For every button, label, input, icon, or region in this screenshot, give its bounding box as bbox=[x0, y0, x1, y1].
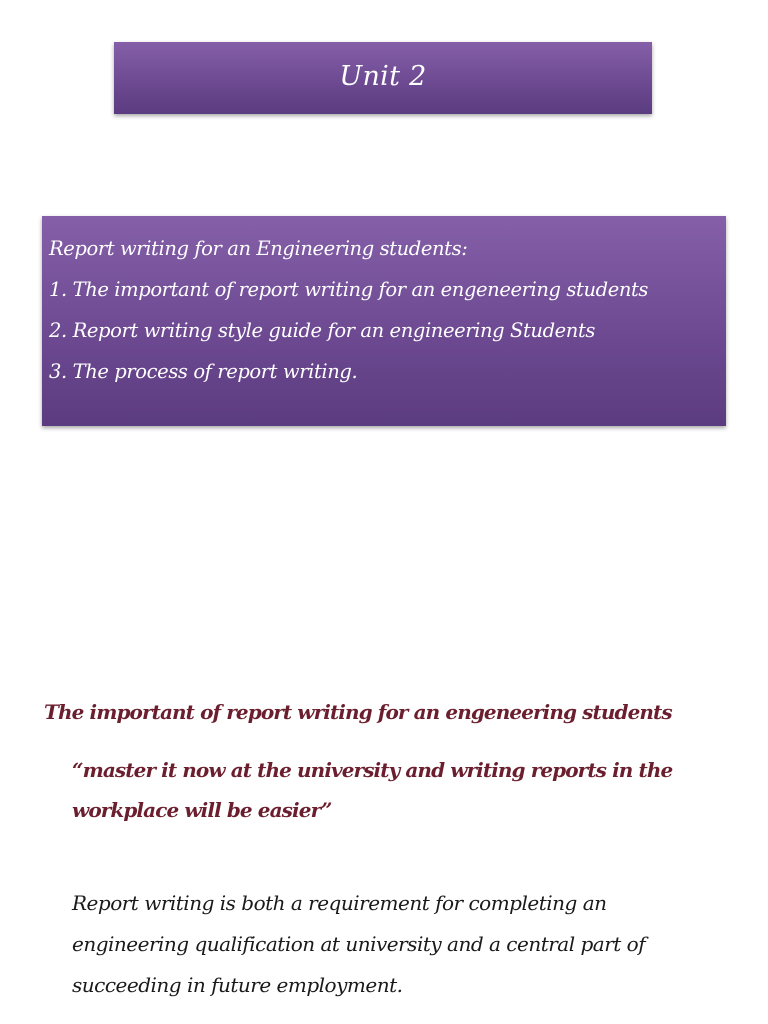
body-line-1: Report writing is both a requirement for completing an bbox=[72, 891, 607, 915]
outline-box bbox=[42, 216, 726, 426]
body-line-2: engineering qualification at university and a central part of bbox=[72, 932, 646, 956]
quote-block bbox=[72, 750, 712, 830]
unit-title: Unit 2 bbox=[339, 60, 427, 92]
quote-line-1: “master it now at the university and writing reports in the bbox=[72, 758, 673, 782]
section-heading: The important of report writing for an engeneering students bbox=[44, 700, 672, 724]
outline-heading: Report writing for an Engineering students: bbox=[49, 237, 468, 260]
outline-item-2: 2. Report writing style guide for an engineering Students bbox=[49, 319, 595, 342]
title-banner bbox=[114, 42, 652, 114]
quote-line-2: workplace will be easier” bbox=[72, 798, 332, 822]
outline-item-1: 1. The important of report writing for an engeneering students bbox=[49, 278, 649, 301]
body-line-3: succeeding in future employment. bbox=[72, 973, 403, 997]
outline-item-3: 3. The process of report writing. bbox=[49, 360, 358, 383]
body-paragraph bbox=[72, 883, 732, 1006]
